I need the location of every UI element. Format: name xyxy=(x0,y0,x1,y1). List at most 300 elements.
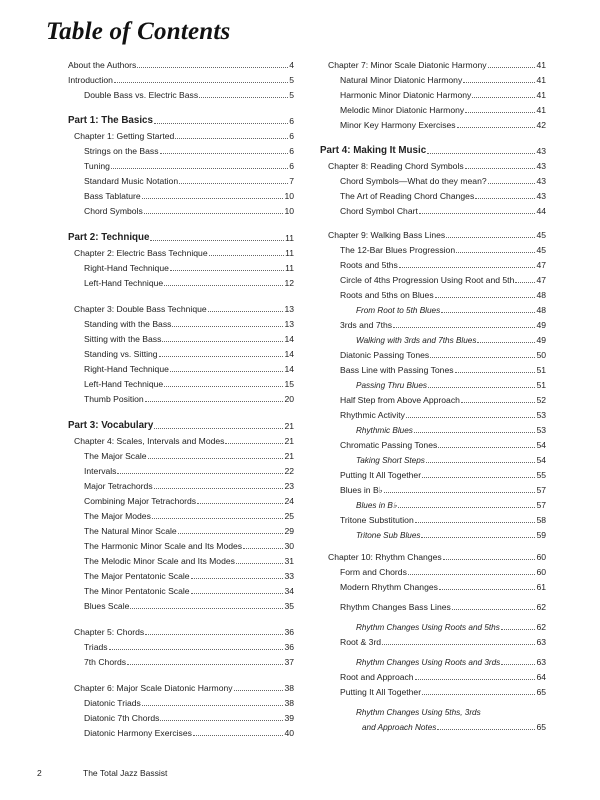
dot-leader xyxy=(488,67,536,68)
dot-leader xyxy=(154,488,284,489)
toc-page-number: 51 xyxy=(536,380,546,391)
toc-entry xyxy=(340,597,546,612)
dot-leader xyxy=(465,112,535,113)
dot-leader xyxy=(117,473,283,474)
toc-page-number: 38 xyxy=(284,698,294,709)
toc-entry xyxy=(340,465,546,480)
toc-entry-title: Combining Major Tetrachords xyxy=(84,496,197,507)
toc-page-number: 41 xyxy=(536,75,546,86)
toc-entry-title: Strings on the Bass xyxy=(84,146,159,157)
toc-page-number: 35 xyxy=(284,601,294,612)
dot-leader xyxy=(142,705,284,706)
toc-entry-title: Chapter 2: Electric Bass Technique xyxy=(74,248,208,259)
toc-page-number: 6 xyxy=(289,116,294,127)
toc-entry-title: Chapter 7: Minor Scale Diatonic Harmony xyxy=(328,60,487,71)
toc-entry-title: Chromatic Passing Tones xyxy=(340,440,438,451)
toc-entry-title: Circle of 4ths Progression Using Root and 5th xyxy=(340,275,515,286)
toc-entry-title: Tritone Substitution xyxy=(340,515,414,526)
dot-leader xyxy=(398,507,536,508)
toc-page-number: 21 xyxy=(284,436,294,447)
dot-leader xyxy=(415,679,536,680)
toc-entry-title: Triads xyxy=(84,642,108,653)
toc-page-number: 6 xyxy=(289,131,294,142)
toc-entry xyxy=(84,446,294,461)
toc-entry-title: Taking Short Steps xyxy=(356,455,425,465)
toc-entry xyxy=(84,506,294,521)
dot-leader xyxy=(465,168,536,169)
toc-entry-title: Chapter 3: Double Bass Technique xyxy=(74,304,207,315)
toc-entry xyxy=(84,344,294,359)
dot-leader xyxy=(438,447,535,448)
toc-entry xyxy=(356,450,546,465)
toc-entry-title: Double Bass vs. Electric Bass xyxy=(84,90,199,101)
dot-leader xyxy=(150,240,284,241)
dot-leader xyxy=(152,518,284,519)
toc-page-number: 40 xyxy=(284,728,294,739)
dot-leader xyxy=(191,578,284,579)
toc-entry xyxy=(84,723,294,738)
toc-entry xyxy=(340,285,546,300)
toc-entry xyxy=(340,577,546,592)
toc-page-number: 6 xyxy=(289,161,294,172)
toc-chapter-entry xyxy=(74,243,294,258)
toc-chapter-entry xyxy=(328,156,546,171)
toc-page-number: 49 xyxy=(536,335,546,346)
toc-page-number: 38 xyxy=(284,683,294,694)
toc-page-number: 57 xyxy=(536,485,546,496)
dot-leader xyxy=(439,589,536,590)
dot-leader xyxy=(243,548,283,549)
toc-entry xyxy=(84,581,294,596)
toc-entry-title: Right-Hand Technique xyxy=(84,364,169,375)
toc-entry xyxy=(340,85,546,100)
toc-entry xyxy=(356,300,546,315)
footer-book-title: The Total Jazz Bassist xyxy=(83,768,168,778)
toc-entry xyxy=(356,617,546,632)
toc-entry xyxy=(84,536,294,551)
toc-page-number: 11 xyxy=(285,233,294,244)
toc-entry xyxy=(340,171,546,186)
toc-entry-title: Tuning xyxy=(84,161,110,172)
toc-page-number: 62 xyxy=(536,622,546,633)
toc-entry-title: Natural Minor Diatonic Harmony xyxy=(340,75,463,86)
toc-entry-title: Passing Thru Blues xyxy=(356,380,427,390)
toc-entry xyxy=(340,667,546,682)
dot-leader xyxy=(142,198,284,199)
toc-entry-title: and Approach Notes xyxy=(362,722,437,732)
toc-entry-title: The Minor Pentatonic Scale xyxy=(84,586,190,597)
toc-page-number: 43 xyxy=(536,146,546,157)
toc-entry-title: Part 1: The Basics xyxy=(68,115,153,127)
toc-entry xyxy=(340,100,546,115)
toc-entry xyxy=(340,435,546,450)
toc-entry-title: The Natural Minor Scale xyxy=(84,526,177,537)
toc-page-number: 59 xyxy=(536,530,546,541)
toc-page-number: 13 xyxy=(284,319,294,330)
toc-page-number: 64 xyxy=(536,672,546,683)
dot-leader xyxy=(193,735,284,736)
toc-entry xyxy=(340,70,546,85)
toc-entry-title: Rhythm Changes Using 5ths, 3rds xyxy=(356,707,481,717)
toc-page-number: 53 xyxy=(536,410,546,421)
dot-leader xyxy=(427,153,535,154)
dot-leader xyxy=(472,97,535,98)
toc-entry xyxy=(356,525,546,540)
toc-entry-title: Putting It All Together xyxy=(340,687,422,698)
toc-page-number: 60 xyxy=(536,567,546,578)
toc-entry xyxy=(340,201,546,216)
toc-entry-title: The Harmonic Minor Scale and Its Modes xyxy=(84,541,243,552)
dot-leader xyxy=(154,428,283,429)
toc-page-number: 44 xyxy=(536,206,546,217)
dot-leader xyxy=(408,574,536,575)
toc-chapter-entry xyxy=(328,55,546,70)
toc-page-number: 42 xyxy=(536,120,546,131)
dot-leader xyxy=(435,297,536,298)
dot-leader xyxy=(443,559,536,560)
toc-entry-title: Rhythmic Blues xyxy=(356,425,413,435)
dot-leader xyxy=(428,387,535,388)
toc-entry-title: Major Tetrachords xyxy=(84,481,153,492)
toc-entry-title: Chapter 1: Getting Started xyxy=(74,131,175,142)
toc-page-number: 5 xyxy=(289,75,294,86)
toc-chapter-entry xyxy=(74,678,294,693)
toc-entry xyxy=(84,476,294,491)
toc-part-heading xyxy=(68,111,294,126)
toc-entry xyxy=(356,702,546,717)
dot-leader xyxy=(127,664,283,665)
toc-entry-title: Chapter 5: Chords xyxy=(74,627,145,638)
toc-page-number: 29 xyxy=(284,526,294,537)
toc-page-number: 65 xyxy=(536,687,546,698)
dot-leader xyxy=(382,644,535,645)
toc-page-number: 61 xyxy=(536,582,546,593)
toc-page-number: 30 xyxy=(284,541,294,552)
toc-entry-title: Rhythm Changes Using Roots and 5ths xyxy=(356,622,500,632)
toc-page-number: 13 xyxy=(284,304,294,315)
toc-entry-title: The Melodic Minor Scale and Its Modes xyxy=(84,556,235,567)
toc-chapter-entry xyxy=(74,299,294,314)
page-title: Table of Contents xyxy=(46,18,231,45)
dot-leader xyxy=(209,255,284,256)
toc-entry-title: Modern Rhythm Changes xyxy=(340,582,438,593)
toc-entry-title: Half Step from Above Approach xyxy=(340,395,460,406)
dot-leader xyxy=(463,82,535,83)
toc-entry-title: Chapter 4: Scales, Intervals and Modes xyxy=(74,436,225,447)
dot-leader xyxy=(144,213,284,214)
toc-page-number: 41 xyxy=(536,105,546,116)
toc-page-number: 4 xyxy=(289,60,294,71)
toc-page-number: 62 xyxy=(536,602,546,613)
toc-page-number: 43 xyxy=(536,176,546,187)
dot-leader xyxy=(437,729,535,730)
dot-leader xyxy=(162,341,283,342)
toc-chapter-entry xyxy=(328,547,546,562)
dot-leader xyxy=(111,168,288,169)
toc-page-number: 6 xyxy=(289,146,294,157)
toc-entry xyxy=(84,314,294,329)
dot-leader xyxy=(114,82,288,83)
toc-entry xyxy=(84,637,294,652)
toc-page-number: 15 xyxy=(284,379,294,390)
toc-entry-title: Blues in B♭ xyxy=(340,485,383,496)
toc-page-number: 39 xyxy=(284,713,294,724)
toc-entry xyxy=(84,374,294,389)
toc-entry-title: Standard Music Notation xyxy=(84,176,179,187)
dot-leader xyxy=(515,282,535,283)
dot-leader xyxy=(154,123,288,124)
toc-entry xyxy=(340,480,546,495)
toc-entry-title: 3rds and 7ths xyxy=(340,320,393,331)
toc-page-number: 55 xyxy=(536,470,546,481)
dot-leader xyxy=(414,432,536,433)
toc-entry xyxy=(340,632,546,647)
toc-page-number: 33 xyxy=(284,571,294,582)
toc-page-number: 14 xyxy=(284,349,294,360)
toc-page-number: 23 xyxy=(284,481,294,492)
toc-entry xyxy=(340,682,546,697)
toc-page-number: 45 xyxy=(536,230,546,241)
toc-page-number: 34 xyxy=(284,586,294,597)
toc-page-number: 48 xyxy=(536,290,546,301)
toc-entry-title: Bass Tablature xyxy=(84,191,141,202)
toc-entry-title: The Art of Reading Chord Changes xyxy=(340,191,475,202)
toc-page-number: 14 xyxy=(284,334,294,345)
toc-entry xyxy=(84,258,294,273)
dot-leader xyxy=(461,402,536,403)
dot-leader xyxy=(422,477,535,478)
toc-page-number: 54 xyxy=(536,440,546,451)
dot-leader xyxy=(236,563,284,564)
toc-entry xyxy=(340,562,546,577)
dot-leader xyxy=(393,327,535,328)
toc-part-heading xyxy=(320,141,546,156)
toc-entry xyxy=(340,345,546,360)
dot-leader xyxy=(172,326,283,327)
toc-entry xyxy=(84,359,294,374)
toc-page-number: 5 xyxy=(289,90,294,101)
toc-chapter-entry xyxy=(74,622,294,637)
toc-entry xyxy=(340,115,546,130)
dot-leader xyxy=(145,634,283,635)
toc-entry-title: Rhythmic Activity xyxy=(340,410,405,421)
toc-part-heading xyxy=(68,416,294,431)
toc-page-number: 10 xyxy=(284,191,294,202)
dot-leader xyxy=(456,252,535,253)
toc-entry-title: Right-Hand Technique xyxy=(84,263,169,274)
toc-entry-title: Part 2: Technique xyxy=(68,232,150,244)
dot-leader xyxy=(137,67,288,68)
dot-leader xyxy=(145,401,284,402)
toc-entry-title: Roots and 5ths on Blues xyxy=(340,290,434,301)
dot-leader xyxy=(430,357,535,358)
dot-leader xyxy=(446,237,535,238)
toc-page-number: 22 xyxy=(284,466,294,477)
dot-leader xyxy=(130,608,283,609)
toc-page-number: 20 xyxy=(284,394,294,405)
toc-entry-title: Standing vs. Sitting xyxy=(84,349,158,360)
toc-page-number: 50 xyxy=(536,350,546,361)
footer-page-number: 2 xyxy=(37,768,42,778)
dot-leader xyxy=(384,492,536,493)
dot-leader xyxy=(455,372,536,373)
toc-entry-title: Bass Line with Passing Tones xyxy=(340,365,454,376)
toc-entry xyxy=(84,461,294,476)
toc-entry xyxy=(68,70,294,85)
toc-entry-title: Part 4: Making It Music xyxy=(320,145,427,157)
toc-page-number: 11 xyxy=(285,248,294,259)
toc-entry-title: Roots and 5ths xyxy=(340,260,398,271)
dot-leader xyxy=(422,694,535,695)
dot-leader xyxy=(488,183,536,184)
toc-entry-title: Part 3: Vocabulary xyxy=(68,420,154,432)
toc-page-number: 36 xyxy=(284,642,294,653)
toc-page-number: 60 xyxy=(536,552,546,563)
toc-entry xyxy=(340,315,546,330)
toc-entry xyxy=(84,201,294,216)
toc-entry-title: The 12-Bar Blues Progression xyxy=(340,245,456,256)
toc-entry-title: Diatonic 7th Chords xyxy=(84,713,160,724)
toc-page-number: 45 xyxy=(536,245,546,256)
toc-entry-title: Left-Hand Technique xyxy=(84,379,164,390)
toc-entry-title: Chord Symbols—What do they mean? xyxy=(340,176,487,187)
toc-entry xyxy=(340,186,546,201)
toc-page-number: 57 xyxy=(536,500,546,511)
dot-leader xyxy=(178,533,284,534)
toc-page-number: 36 xyxy=(284,627,294,638)
toc-entry xyxy=(362,717,546,732)
toc-page-number: 7 xyxy=(289,176,294,187)
toc-entry-title: Chapter 9: Walking Bass Lines xyxy=(328,230,446,241)
toc-entry-title: 7th Chords xyxy=(84,657,127,668)
toc-page-number: 53 xyxy=(536,425,546,436)
toc-entry xyxy=(68,55,294,70)
toc-entry-title: Putting It All Together xyxy=(340,470,422,481)
toc-page-number: 21 xyxy=(284,421,294,432)
toc-page-number: 25 xyxy=(284,511,294,522)
toc-page-number: 12 xyxy=(284,278,294,289)
toc-entry-title: Intervals xyxy=(84,466,117,477)
dot-leader xyxy=(457,127,536,128)
toc-page-number: 63 xyxy=(536,657,546,668)
toc-page-number: 47 xyxy=(536,260,546,271)
toc-page-number: 14 xyxy=(284,364,294,375)
toc-entry xyxy=(356,420,546,435)
toc-chapter-entry xyxy=(74,126,294,141)
dot-leader xyxy=(419,213,536,214)
toc-page-number: 43 xyxy=(536,161,546,172)
dot-leader xyxy=(179,183,288,184)
toc-entry-title: Diatonic Triads xyxy=(84,698,141,709)
toc-entry-title: About the Authors xyxy=(68,60,137,71)
toc-chapter-entry xyxy=(328,225,546,240)
toc-entry-title: Harmonic Minor Diatonic Harmony xyxy=(340,90,472,101)
dot-leader xyxy=(475,198,535,199)
toc-page-number: 21 xyxy=(284,451,294,462)
toc-page-number: 49 xyxy=(536,320,546,331)
dot-leader xyxy=(415,522,536,523)
dot-leader xyxy=(164,386,283,387)
toc-entry-title: Tritone Sub Blues xyxy=(356,530,421,540)
dot-leader xyxy=(170,371,284,372)
toc-entry-title: The Major Pentatonic Scale xyxy=(84,571,190,582)
toc-entry xyxy=(340,405,546,420)
toc-entry xyxy=(84,708,294,723)
toc-entry xyxy=(356,330,546,345)
dot-leader xyxy=(170,270,284,271)
toc-entry-title: Blues in B♭ xyxy=(356,500,397,510)
dot-leader xyxy=(159,356,284,357)
toc-chapter-entry xyxy=(74,431,294,446)
dot-leader xyxy=(501,629,536,630)
toc-entry-title: Walking with 3rds and 7ths Blues xyxy=(356,335,477,345)
toc-entry-title: Minor Key Harmony Exercises xyxy=(340,120,456,131)
toc-entry-title: Sitting with the Bass xyxy=(84,334,162,345)
toc-entry-title: Thumb Position xyxy=(84,394,144,405)
toc-entry-title: Melodic Minor Diatonic Harmony xyxy=(340,105,465,116)
toc-page-number: 10 xyxy=(284,206,294,217)
dot-leader xyxy=(175,138,288,139)
toc-page-number: 41 xyxy=(536,90,546,101)
dot-leader xyxy=(441,312,535,313)
toc-page-number: 41 xyxy=(536,60,546,71)
toc-entry xyxy=(84,141,294,156)
dot-leader xyxy=(164,285,283,286)
toc-entry-title: Chord Symbol Chart xyxy=(340,206,418,217)
toc-page-number: 63 xyxy=(536,637,546,648)
toc-entry-title: The Major Scale xyxy=(84,451,147,462)
toc-entry xyxy=(340,390,546,405)
toc-entry-title: Left-Hand Technique xyxy=(84,278,164,289)
dot-leader xyxy=(148,458,284,459)
toc-entry-title: Standing with the Bass xyxy=(84,319,172,330)
toc-entry xyxy=(84,186,294,201)
toc-page-number: 37 xyxy=(284,657,294,668)
toc-entry-title: Introduction xyxy=(68,75,113,86)
toc-entry-title: Chord Symbols xyxy=(84,206,143,217)
toc-entry-title: Blues Scale xyxy=(84,601,130,612)
dot-leader xyxy=(191,593,284,594)
toc-page-number: 54 xyxy=(536,455,546,466)
toc-entry xyxy=(340,510,546,525)
toc-entry xyxy=(356,652,546,667)
toc-entry-title: Chapter 10: Rhythm Changes xyxy=(328,552,442,563)
toc-entry xyxy=(84,693,294,708)
toc-page-number: 24 xyxy=(284,496,294,507)
toc-entry xyxy=(340,240,546,255)
toc-entry xyxy=(340,255,546,270)
toc-entry xyxy=(84,491,294,506)
dot-leader xyxy=(208,311,284,312)
toc-entry xyxy=(84,389,294,404)
toc-page-number: 48 xyxy=(536,305,546,316)
dot-leader xyxy=(501,664,535,665)
toc-page-number: 43 xyxy=(536,191,546,202)
dot-leader xyxy=(406,417,535,418)
dot-leader xyxy=(426,462,536,463)
dot-leader xyxy=(452,609,536,610)
dot-leader xyxy=(421,537,535,538)
toc-page-number: 58 xyxy=(536,515,546,526)
toc-page-number: 51 xyxy=(536,365,546,376)
toc-entry-title: From Root to 5th Blues xyxy=(356,305,441,315)
toc-entry xyxy=(356,495,546,510)
toc-entry xyxy=(84,273,294,288)
toc-entry-title: Root & 3rd xyxy=(340,637,382,648)
dot-leader xyxy=(160,153,289,154)
dot-leader xyxy=(477,342,535,343)
toc-entry xyxy=(356,375,546,390)
